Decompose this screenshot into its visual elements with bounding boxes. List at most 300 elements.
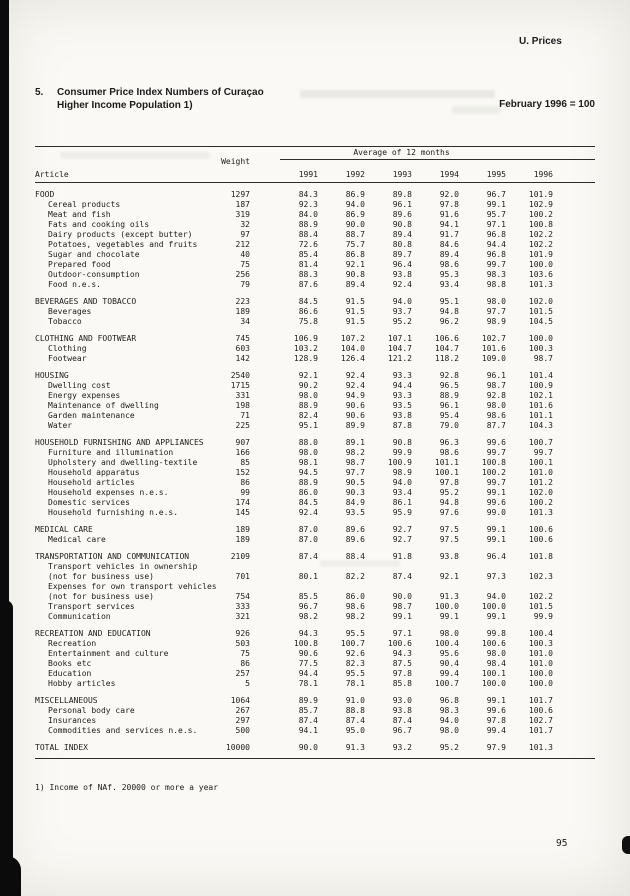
value-cell: 89.1 <box>345 438 365 447</box>
value-cell: 100.7 <box>528 438 553 447</box>
value-cell: 98.6 <box>486 411 506 420</box>
table-row <box>35 498 595 508</box>
value-cell <box>318 562 365 572</box>
article-cell: Household articles <box>48 478 135 487</box>
value-cell: 97.8 <box>439 200 459 209</box>
value-cell: 95.3 <box>439 270 459 279</box>
value-cell: 91.0 <box>345 696 365 705</box>
table-spacer <box>35 622 595 629</box>
value-cell <box>365 582 412 592</box>
value-cell: 101.3 <box>528 743 553 752</box>
table-spacer <box>35 545 595 552</box>
value-cell: 87.6 <box>298 280 318 289</box>
rule-bottom <box>35 758 595 759</box>
value-cell: 86.9 <box>345 210 365 219</box>
value-cell: 99.0 <box>486 508 506 517</box>
value-cell: 99.6 <box>486 706 506 715</box>
value-cell: 85.5 <box>298 592 318 601</box>
value-cell: 84.5 <box>298 297 318 306</box>
value-cell: 92.6 <box>345 649 365 658</box>
value-cell: 94.3 <box>392 649 412 658</box>
weight-cell: 174 <box>235 498 250 507</box>
value-cell: 99.1 <box>486 525 506 534</box>
value-cell: 98.0 <box>486 649 506 658</box>
value-cell: 101.7 <box>528 726 553 735</box>
weight-cell: 603 <box>235 344 250 353</box>
value-cell: 75.7 <box>345 240 365 249</box>
value-cell: 100.8 <box>481 458 506 467</box>
value-cell: 98.3 <box>486 270 506 279</box>
value-cell: 99.4 <box>486 726 506 735</box>
value-cell: 99.9 <box>392 448 412 457</box>
value-cell: 99.7 <box>486 260 506 269</box>
value-cell: 97.1 <box>486 220 506 229</box>
section-title-lines <box>57 86 264 112</box>
value-cell: 95.2 <box>439 743 459 752</box>
value-cell: 98.6 <box>439 448 459 457</box>
article-cell: Insurances <box>48 716 97 725</box>
table-row <box>35 421 595 431</box>
value-cell: 99.7 <box>486 478 506 487</box>
value-cell: 95.1 <box>298 421 318 430</box>
table-row <box>35 592 595 602</box>
value-cell: 93.0 <box>392 696 412 705</box>
weight-cell: 225 <box>235 421 250 430</box>
value-cell: 92.4 <box>392 280 412 289</box>
value-cell: 96.1 <box>439 401 459 410</box>
value-cell: 89.6 <box>345 535 365 544</box>
article-cell: Household furnishing n.e.s. <box>48 508 179 517</box>
value-cell: 93.7 <box>392 307 412 316</box>
article-cell: MISCELLANEOUS <box>35 696 98 705</box>
weight-cell: 187 <box>235 200 250 209</box>
article-cell: Domestic services <box>48 498 130 507</box>
value-cell: 78.1 <box>345 679 365 688</box>
title-line1: Consumer Price Index Numbers of Curaçao <box>57 87 264 98</box>
table-row <box>35 488 595 498</box>
value-cell: 101.2 <box>528 478 553 487</box>
table-row <box>35 317 595 327</box>
value-cell: 94.4 <box>298 669 318 678</box>
article-cell: Clothing <box>48 344 87 353</box>
article-cell: Household expenses n.e.s. <box>48 488 169 497</box>
weight-cell: 142 <box>235 354 250 363</box>
value-cell: 100.9 <box>387 458 412 467</box>
value-cell <box>459 582 506 592</box>
value-cell: 107.2 <box>340 334 365 343</box>
value-cell: 89.9 <box>298 696 318 705</box>
table-row <box>35 448 595 458</box>
value-cell: 94.1 <box>439 220 459 229</box>
value-cell: 94.0 <box>392 478 412 487</box>
value-cell: 91.5 <box>345 297 365 306</box>
value-cell: 102.2 <box>528 240 553 249</box>
value-cell: 98.7 <box>486 381 506 390</box>
value-cell: 95.2 <box>392 317 412 326</box>
weight-cell: 75 <box>240 260 250 269</box>
value-cell: 90.3 <box>345 488 365 497</box>
value-cell: 96.3 <box>439 438 459 447</box>
table-row <box>35 726 595 736</box>
article-cell: Sugar and chocolate <box>48 250 140 259</box>
value-cell: 72.6 <box>298 240 318 249</box>
value-cell: 84.5 <box>298 498 318 507</box>
value-cell: 84.9 <box>345 498 365 507</box>
table-row <box>35 649 595 659</box>
weight-cell: 1715 <box>230 381 250 390</box>
value-cell: 86.0 <box>298 488 318 497</box>
table-row <box>35 200 595 210</box>
value-cell: 96.4 <box>392 260 412 269</box>
value-cell: 98.9 <box>392 468 412 477</box>
value-cell <box>459 562 506 572</box>
value-cell: 95.0 <box>345 726 365 735</box>
value-cell: 91.3 <box>439 592 459 601</box>
value-cell <box>365 562 412 572</box>
weight-cell: 267 <box>235 706 250 715</box>
value-cell: 101.0 <box>528 468 553 477</box>
table-row <box>35 458 595 468</box>
value-cell: 102.2 <box>528 592 553 601</box>
table-row <box>35 552 595 562</box>
value-cell: 90.2 <box>298 381 318 390</box>
value-cell: 84.0 <box>298 210 318 219</box>
table-spacer <box>35 431 595 438</box>
value-cell: 109.0 <box>481 354 506 363</box>
table-row <box>35 240 595 250</box>
weight-cell: 40 <box>240 250 250 259</box>
value-cell: 93.3 <box>392 371 412 380</box>
value-cell: 93.3 <box>392 391 412 400</box>
weight-cell: 34 <box>240 317 250 326</box>
value-cell: 100.7 <box>340 639 365 648</box>
table-row <box>35 696 595 706</box>
value-cell: 96.5 <box>439 381 459 390</box>
value-cell: 96.4 <box>486 552 506 561</box>
value-cell: 95.2 <box>439 488 459 497</box>
value-cell: 101.0 <box>528 649 553 658</box>
value-cell: 94.9 <box>345 391 365 400</box>
weight-cell: 71 <box>240 411 250 420</box>
table-row <box>35 260 595 270</box>
weight-cell: 79 <box>240 280 250 289</box>
value-cell: 97.9 <box>486 743 506 752</box>
value-cell: 94.5 <box>298 468 318 477</box>
table-row <box>35 270 595 280</box>
value-cell: 100.0 <box>481 679 506 688</box>
table-row <box>35 250 595 260</box>
table-row <box>35 371 595 381</box>
scan-edge-left-lower <box>0 600 13 896</box>
value-cell: 97.5 <box>439 535 459 544</box>
value-cell: 98.3 <box>439 706 459 715</box>
value-cell: 87.8 <box>392 421 412 430</box>
article-cell: BEVERAGES AND TOBACCO <box>35 297 137 306</box>
value-cell: 88.9 <box>298 478 318 487</box>
table-header <box>35 146 595 183</box>
value-cell: 98.0 <box>486 297 506 306</box>
value-cell: 104.5 <box>528 317 553 326</box>
value-cell: 88.9 <box>298 220 318 229</box>
table-row <box>35 629 595 639</box>
value-cell: 99.6 <box>486 438 506 447</box>
table-row <box>35 525 595 535</box>
value-cell: 90.6 <box>345 401 365 410</box>
value-cell: 92.1 <box>298 371 318 380</box>
value-cell: 95.1 <box>439 297 459 306</box>
value-cell: 97.8 <box>486 716 506 725</box>
value-cell: 94.1 <box>298 726 318 735</box>
value-cell: 100.4 <box>434 639 459 648</box>
value-cell: 98.7 <box>392 602 412 611</box>
value-cell: 102.7 <box>528 716 553 725</box>
value-cell: 91.5 <box>345 307 365 316</box>
value-cell: 87.0 <box>298 535 318 544</box>
value-cell: 101.8 <box>528 552 553 561</box>
value-cell: 98.7 <box>533 354 553 363</box>
table-row <box>35 334 595 344</box>
value-cell: 95.5 <box>345 669 365 678</box>
article-cell: Medical care <box>48 535 106 544</box>
weight-cell: 86 <box>240 659 250 668</box>
article-cell: Recreation <box>48 639 97 648</box>
value-cell: 102.3 <box>528 572 553 581</box>
article-cell: Outdoor-consumption <box>48 270 140 279</box>
value-cell: 88.9 <box>298 401 318 410</box>
weight-cell: 2109 <box>230 552 250 561</box>
table-row <box>35 535 595 545</box>
weight-cell: 99 <box>240 488 250 497</box>
value-cell: 96.8 <box>439 696 459 705</box>
value-cell: 92.4 <box>345 381 365 390</box>
article-cell: Energy expenses <box>48 391 121 400</box>
value-cell: 101.9 <box>528 250 553 259</box>
value-cell: 98.0 <box>439 726 459 735</box>
table-row <box>35 354 595 364</box>
table-row <box>35 438 595 448</box>
value-cell: 106.6 <box>434 334 459 343</box>
table-row <box>35 639 595 649</box>
value-cell: 81.4 <box>298 260 318 269</box>
value-cell: 88.3 <box>298 270 318 279</box>
value-cell: 99.7 <box>533 448 553 457</box>
value-cell: 101.3 <box>528 508 553 517</box>
weight-cell: 500 <box>235 726 250 735</box>
value-cell: 92.8 <box>439 371 459 380</box>
article-cell: Hobby articles <box>48 679 116 688</box>
value-cell: 93.2 <box>392 743 412 752</box>
article-cell: Beverages <box>48 307 92 316</box>
table-spacer <box>35 689 595 696</box>
article-cell: Dairy products (except butter) <box>48 230 193 239</box>
value-cell: 90.4 <box>439 659 459 668</box>
value-cell: 100.2 <box>481 468 506 477</box>
value-cell: 86.1 <box>392 498 412 507</box>
rule-top <box>35 146 595 147</box>
table-row <box>35 230 595 240</box>
value-cell: 88.0 <box>298 438 318 447</box>
value-cell: 102.0 <box>528 488 553 497</box>
value-cell: 98.0 <box>486 401 506 410</box>
year-header-row <box>250 170 553 179</box>
value-cell: 92.1 <box>439 572 459 581</box>
value-cell: 99.1 <box>486 535 506 544</box>
value-cell: 100.0 <box>434 602 459 611</box>
value-cell: 93.4 <box>439 280 459 289</box>
weight-cell: 907 <box>235 438 250 447</box>
value-cell: 86.9 <box>345 190 365 199</box>
weight-cell: 701 <box>235 572 250 581</box>
article-cell: FOOD <box>35 190 55 199</box>
rule-under-header <box>35 182 595 183</box>
value-cell: 87.4 <box>345 716 365 725</box>
weight-cell: 297 <box>235 716 250 725</box>
weight-cell: 10000 <box>225 743 250 752</box>
value-cell: 99.1 <box>439 612 459 621</box>
article-cell: Communication <box>48 612 111 621</box>
value-cell: 97.7 <box>345 468 365 477</box>
article-cell: HOUSING <box>35 371 69 380</box>
weight-cell: 333 <box>235 602 250 611</box>
value-cell: 100.1 <box>481 669 506 678</box>
value-cell: 98.7 <box>345 458 365 467</box>
weight-cell: 97 <box>240 230 250 239</box>
value-cell: 98.2 <box>298 612 318 621</box>
table-row <box>35 679 595 689</box>
article-cell: Personal body care <box>48 706 135 715</box>
value-cell: 98.9 <box>486 317 506 326</box>
article-column-header: Article <box>35 170 69 179</box>
value-cell: 90.0 <box>345 220 365 229</box>
article-cell: Education <box>48 669 92 678</box>
value-cell: 93.8 <box>392 706 412 715</box>
table-row <box>35 508 595 518</box>
article-cell: Meat and fish <box>48 210 111 219</box>
value-cell: 100.3 <box>528 344 553 353</box>
value-cell: 91.5 <box>345 317 365 326</box>
value-cell: 98.6 <box>439 260 459 269</box>
article-cell: Entertainment and culture <box>48 649 169 658</box>
article-cell: MEDICAL CARE <box>35 525 93 534</box>
value-cell: 96.1 <box>486 371 506 380</box>
table-row <box>35 572 595 582</box>
article-cell: Food n.e.s. <box>48 280 101 289</box>
weight-cell: 166 <box>235 448 250 457</box>
article-cell: Books etc <box>48 659 92 668</box>
article-cell: TOTAL INDEX <box>35 743 88 752</box>
value-cell: 100.6 <box>481 639 506 648</box>
article-cell: Transport vehicles in ownership <box>48 562 198 571</box>
table-row <box>35 562 595 572</box>
value-cell: 126.4 <box>340 354 365 363</box>
value-cell: 101.0 <box>528 659 553 668</box>
value-cell: 97.7 <box>486 307 506 316</box>
article-cell: Maintenance of dwelling <box>48 401 159 410</box>
value-cell: 94.4 <box>486 240 506 249</box>
value-cell: 92.1 <box>345 260 365 269</box>
value-cell: 86.8 <box>345 250 365 259</box>
value-cell: 101.9 <box>528 190 553 199</box>
base-period: February 1996 = 100 <box>499 99 595 110</box>
value-cell: 90.0 <box>298 743 318 752</box>
value-cell: 91.3 <box>345 743 365 752</box>
value-cell: 102.9 <box>528 200 553 209</box>
value-cell: 99.8 <box>486 629 506 638</box>
value-cell: 101.4 <box>528 371 553 380</box>
table-row <box>35 391 595 401</box>
value-cell: 100.1 <box>528 458 553 467</box>
value-cell: 96.2 <box>439 317 459 326</box>
value-cell: 95.4 <box>439 411 459 420</box>
table-row <box>35 280 595 290</box>
value-cell: 96.8 <box>486 230 506 239</box>
weight-cell: 503 <box>235 639 250 648</box>
table-spacer <box>35 736 595 743</box>
scan-blob-right <box>622 836 630 854</box>
value-cell: 98.0 <box>439 629 459 638</box>
value-cell: 100.1 <box>434 468 459 477</box>
weight-cell: 745 <box>235 334 250 343</box>
value-cell: 99.7 <box>486 448 506 457</box>
value-cell: 98.6 <box>345 602 365 611</box>
value-cell: 84.3 <box>298 190 318 199</box>
value-cell: 87.4 <box>392 572 412 581</box>
value-cell: 80.8 <box>392 240 412 249</box>
value-cell: 100.0 <box>528 679 553 688</box>
table-row <box>35 716 595 726</box>
value-cell: 101.6 <box>481 344 506 353</box>
value-cell: 80.1 <box>298 572 318 581</box>
value-cell: 88.4 <box>298 230 318 239</box>
value-cell: 77.5 <box>298 659 318 668</box>
value-cell: 104.3 <box>528 421 553 430</box>
value-cell: 100.9 <box>528 381 553 390</box>
value-cell: 100.6 <box>528 706 553 715</box>
value-cell: 100.6 <box>528 535 553 544</box>
avg-of-12-months-label: Average of 12 months <box>353 148 450 157</box>
year-column-header: 1993 <box>392 170 412 179</box>
cpi-table <box>35 146 595 759</box>
value-cell: 89.4 <box>439 250 459 259</box>
weight-cell: 86 <box>240 478 250 487</box>
table-row <box>35 344 595 354</box>
value-cell: 97.5 <box>439 525 459 534</box>
table-spacer <box>35 327 595 334</box>
weight-cell: 331 <box>235 391 250 400</box>
value-cell <box>506 562 553 572</box>
value-cell: 93.8 <box>439 552 459 561</box>
value-cell: 100.7 <box>434 679 459 688</box>
value-cell: 89.8 <box>392 190 412 199</box>
value-cell: 84.6 <box>439 240 459 249</box>
article-cell: Transport services <box>48 602 135 611</box>
value-cell: 98.4 <box>486 659 506 668</box>
page-number: 95 <box>556 838 568 849</box>
value-cell: 88.4 <box>345 552 365 561</box>
table-row <box>35 468 595 478</box>
article-cell: Prepared food <box>48 260 111 269</box>
table-row <box>35 307 595 317</box>
value-cell <box>412 582 459 592</box>
value-cell: 100.0 <box>481 602 506 611</box>
value-cell: 92.7 <box>392 535 412 544</box>
weight-cell: 189 <box>235 525 250 534</box>
value-cell: 95.7 <box>486 210 506 219</box>
value-cell: 121.2 <box>387 354 412 363</box>
value-cell <box>318 582 365 592</box>
value-cell: 96.1 <box>392 200 412 209</box>
value-cell: 100.6 <box>387 639 412 648</box>
